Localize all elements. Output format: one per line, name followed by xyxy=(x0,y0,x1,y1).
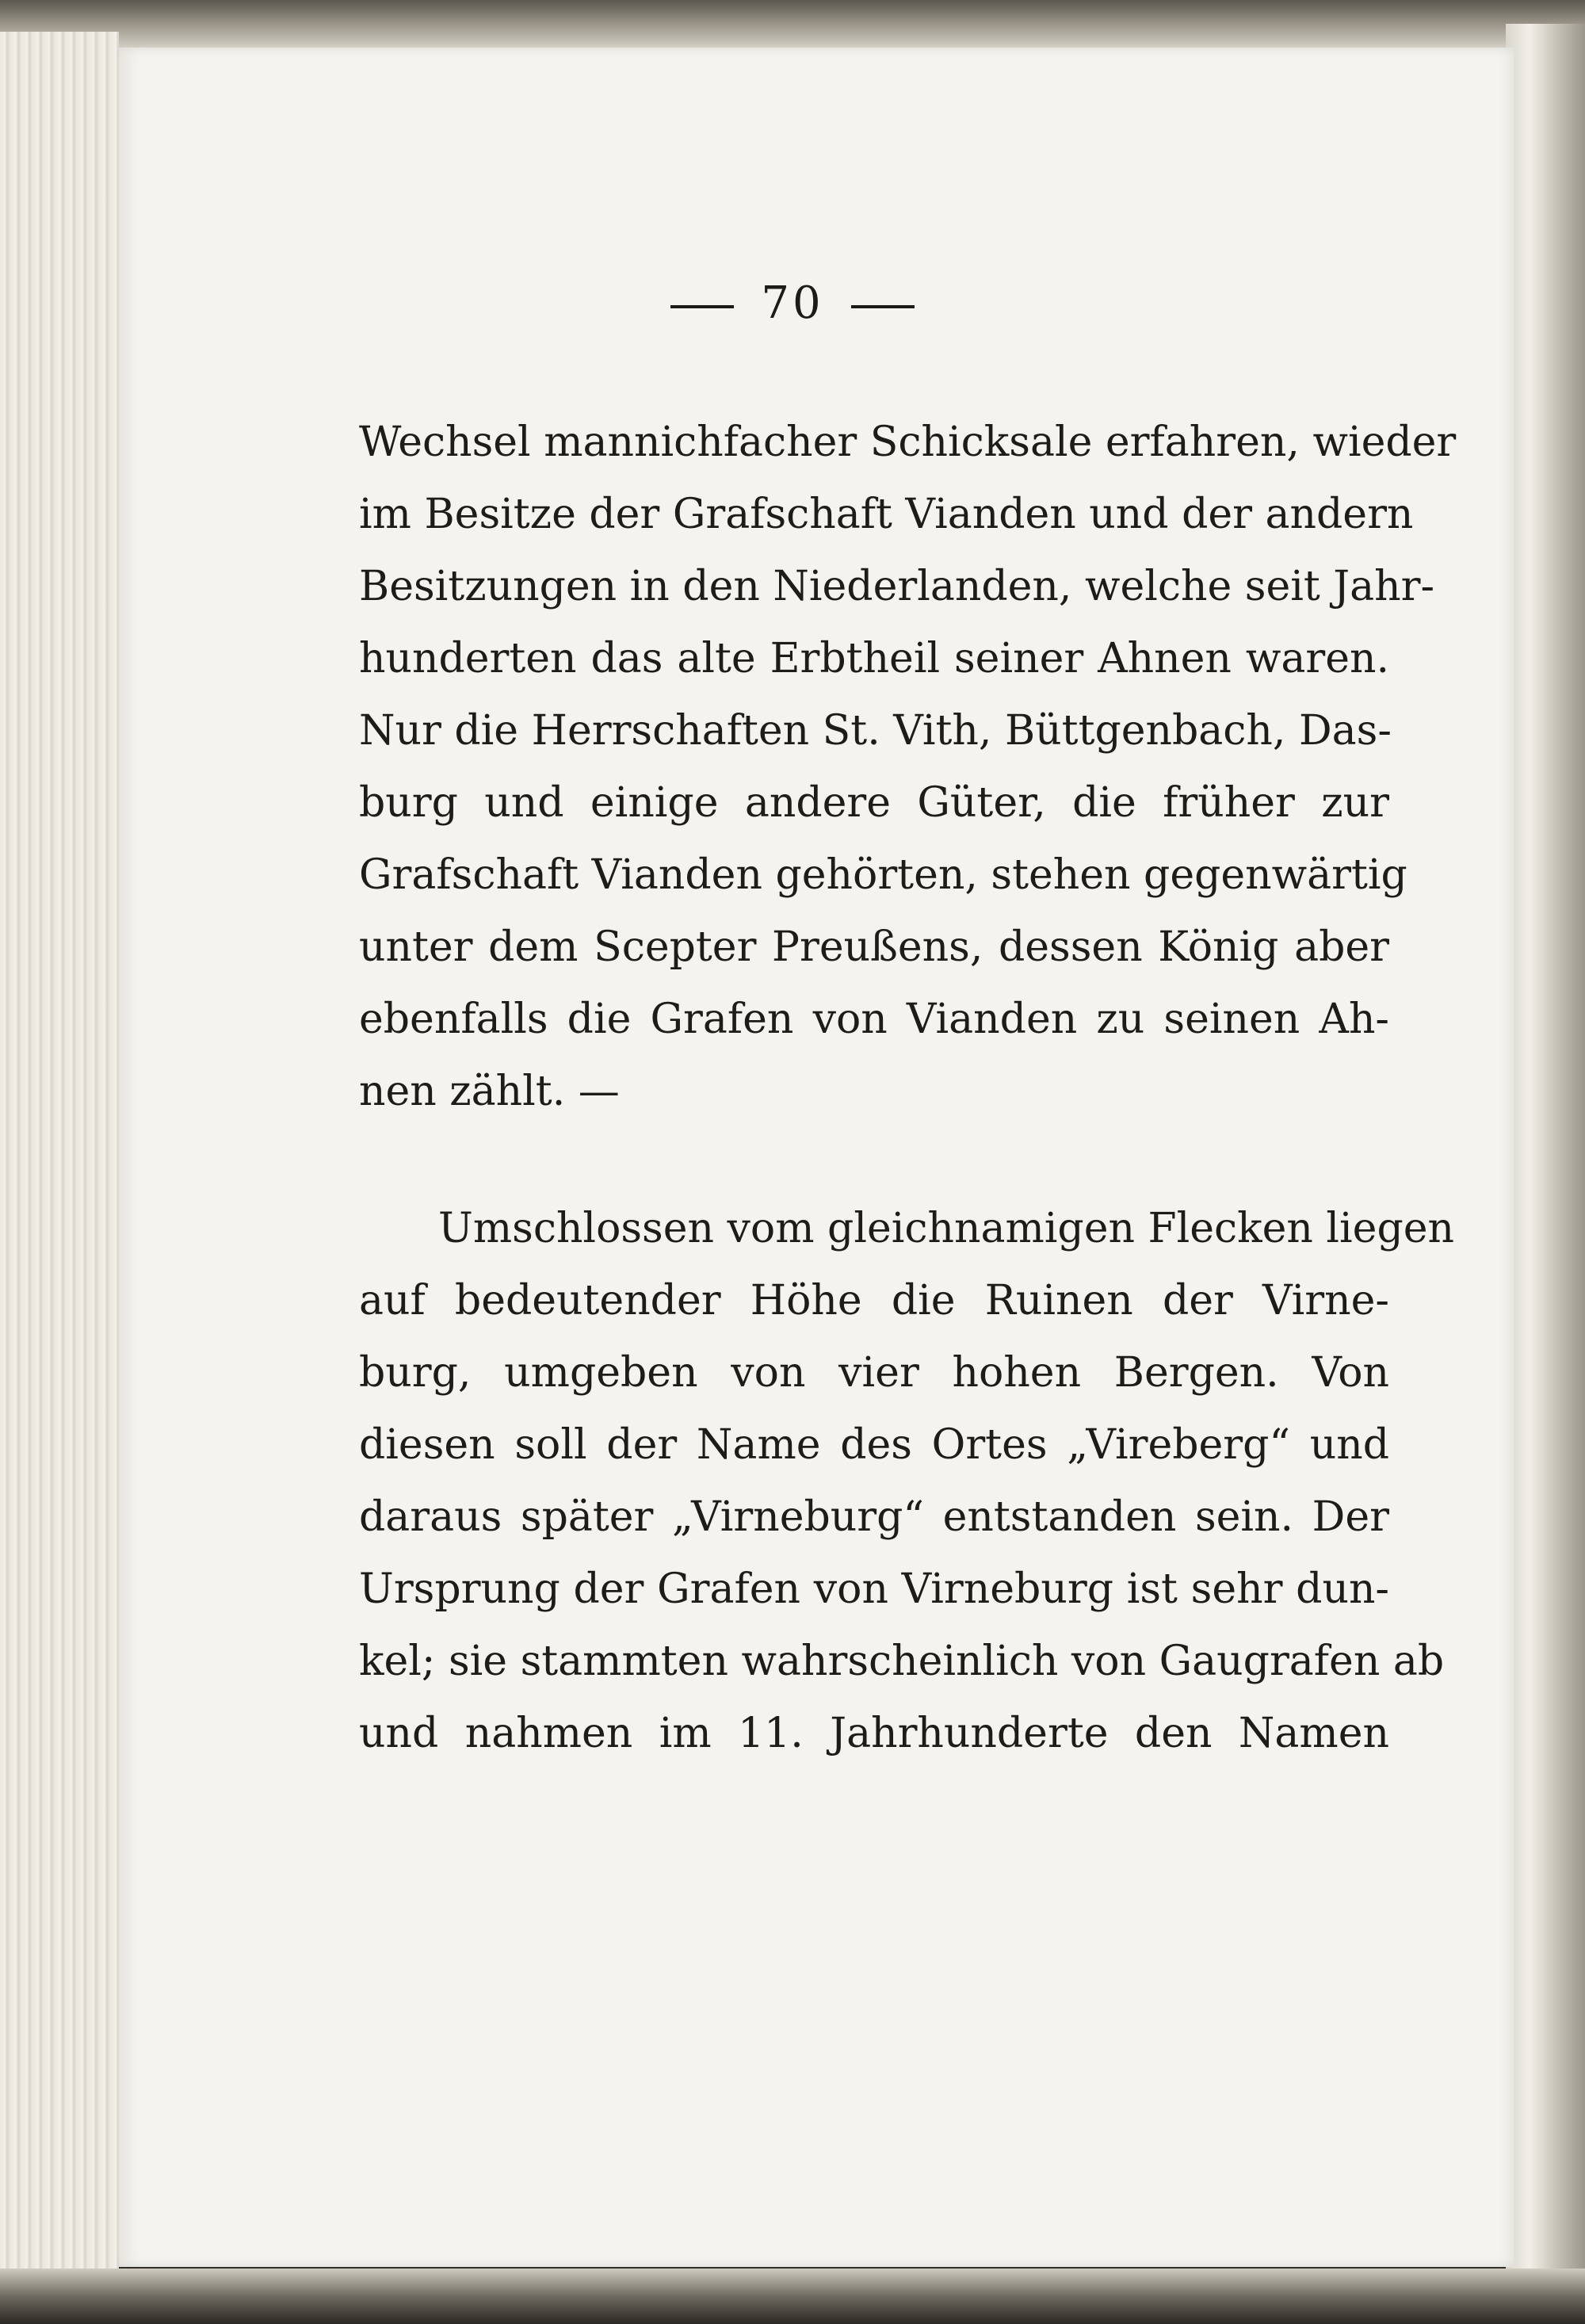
text-line: diesen soll der Name des Ortes „Vireberg“ und xyxy=(359,1421,1389,1469)
text-line: auf bedeutender Höhe die Ruinen der Virne- xyxy=(359,1277,1389,1324)
header-dash-right xyxy=(851,305,915,308)
book-right-page-edges xyxy=(1506,24,1585,2275)
text-line: hunderten das alte Erbtheil seiner Ahnen waren. xyxy=(359,635,1389,682)
paragraph-2 xyxy=(359,1193,1454,1770)
text-line: Grafschaft Vianden gehörten, stehen gegenwärtig xyxy=(359,851,1407,899)
book-page xyxy=(119,48,1514,2267)
text-line: daraus später „Virneburg“ entstanden sein. Der xyxy=(359,1493,1389,1541)
text-line: ebenfalls die Grafen von Vianden zu seinen Ah- xyxy=(359,996,1389,1043)
text-line: unter dem Scepter Preußens, dessen König aber xyxy=(359,923,1389,971)
book-bottom-edge xyxy=(0,2269,1585,2324)
paragraph-1 xyxy=(359,407,1457,1128)
text-line: und nahmen im 11. Jahrhunderte den Namen xyxy=(359,1710,1389,1757)
text-line: Besitzungen in den Niederlanden, welche seit Jahr- xyxy=(359,563,1435,610)
text-line: Umschlossen vom gleichnamigen Flecken liegen xyxy=(438,1205,1454,1252)
text-line: Nur die Herrschaften St. Vith, Büttgenbach, Das- xyxy=(359,707,1392,755)
text-line: burg, umgeben von vier hohen Bergen. Von xyxy=(359,1349,1389,1397)
text-line: Wechsel mannichfacher Schicksale erfahren, wieder xyxy=(359,419,1457,466)
header-dash-left xyxy=(670,305,734,308)
page-number: 70 xyxy=(761,277,824,329)
page-header xyxy=(0,277,1585,329)
text-line: nen zählt. — xyxy=(359,1068,620,1115)
text-line: burg und einige andere Güter, die früher zur xyxy=(359,779,1389,827)
text-line: Ursprung der Grafen von Virneburg ist sehr dun- xyxy=(359,1565,1389,1613)
book-left-page-edges xyxy=(0,32,119,2275)
text-line: kel; sie stammten wahrscheinlich von Gaugrafen ab xyxy=(359,1638,1445,1685)
text-line: im Besitze der Grafschaft Vianden und der andern xyxy=(359,491,1414,538)
